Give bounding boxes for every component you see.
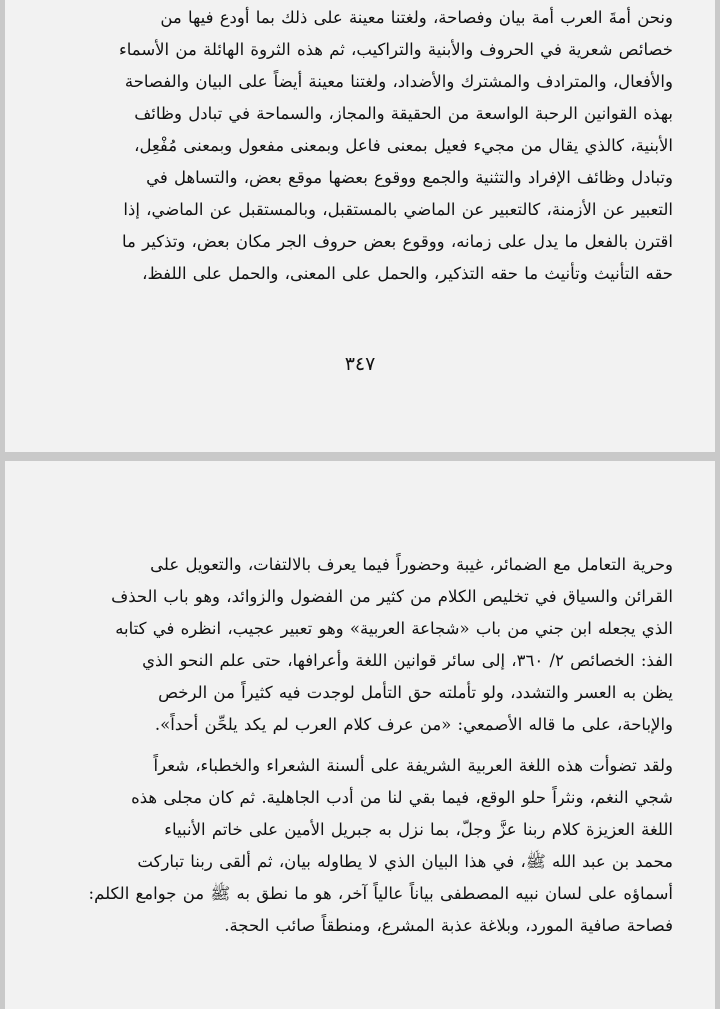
text-line: التعبير عن الأزمنة، كالتعبير عن الماضي بالمستقبل، وبالمستقبل عن الماضي، إذا: [123, 200, 673, 219]
text-line: الذي يجعله ابن جني من باب «شجاعة العربية» وهو تعبير عجيب، انظره في كتابه: [115, 619, 673, 638]
text-line: والإباحة، على ما قاله الأصمعي: «من عرف كلام العرب لم يكد يلحِّن أحداً».: [154, 715, 673, 734]
text-line: القرائن والسياق في تخليص الكلام من كثير من الفضول والزوائد، وهو باب الحذف: [111, 587, 673, 606]
text-line: حقه التأنيث وتأنيث ما حقه التذكير، والحمل على المعنى، والحمل على اللفظ،: [142, 264, 673, 283]
paragraph-2: [50, 750, 673, 942]
upper-book-page: [5, 0, 715, 452]
text-line: الفذ: الخصائص ٢/ ٣٦٠، إلى سائر قوانين اللغة وأعرافها، حتى علم النحو الذي: [142, 651, 673, 670]
upper-page-paragraph: [50, 2, 673, 290]
text-line: ولقد تضوأت هذه اللغة العربية الشريفة على ألسنة الشعراء والخطباء، شعراً: [153, 756, 673, 775]
paragraph-1: [50, 549, 673, 741]
text-line: محمد بن عبد الله ﷺ، في هذا البيان الذي لا يطاوله بيان، ثم ألقى ربنا تباركت: [137, 852, 673, 871]
text-line: شجي النغم، ونثراً حلو الوقع، فيما بقي لنا من أدب الجاهلية. ثم كان مجلى هذه: [131, 788, 673, 807]
lower-book-page: [5, 461, 715, 1009]
lower-page-text: [50, 549, 673, 942]
text-line: أسماؤه على لسان نبيه المصطفى بياناً عالياً آخر، هو ما نطق به ﷺ من جوامع الكلم:: [88, 884, 673, 903]
text-line: يظن به العسر والتشدد، ولو تأملته حق التأمل لوجدت فيه كثيراً من الرخص: [158, 683, 673, 702]
text-line: خصائص شعرية في الحروف والأبنية والتراكيب، ثم هذه الثروة الهائلة من الأسماء: [119, 40, 673, 59]
text-line: وتبادل وظائف الإفراد والتثنية والجمع ووقوع بعضها موقع بعض، والتساهل في: [146, 168, 673, 187]
text-line: الأبنية، كالذي يقال من مجيء فعيل بمعنى فاعل وبمعنى مفعول وبمعنى مُفْعِل،: [134, 136, 673, 155]
text-line: وحرية التعامل مع الضمائر، غيبة وحضوراً فيما يعرف بالالتفات، والتعويل على: [150, 555, 673, 574]
text-line: اللغة العزيزة كلام ربنا عزَّ وجلّ، بما نزل به جبريل الأمين على خاتم الأنبياء: [164, 820, 673, 839]
text-line: بهذه القوانين الرحبة الواسعة من الحقيقة والمجاز، والسماحة في تبادل وظائف: [134, 104, 673, 123]
text-line: والأفعال، والمترادف والمشترك والأضداد، ولغتنا معينة أيضاً على البيان والفصاحة: [124, 72, 673, 91]
text-line: ونحن أمةَ العرب أمة بيان وفصاحة، ولغتنا معينة على ذلك بما أودع فيها من: [160, 8, 673, 27]
paragraph-spacer: [50, 741, 673, 750]
text-line: فصاحة صافية المورد، وبلاغة عذبة المشرع، ومنطقاً صائب الحجة.: [224, 916, 673, 935]
text-line: اقترن بالفعل ما يدل على زمانه، ووقوع بعض حروف الجر مكان بعض، وتذكير ما: [122, 232, 673, 251]
page-number: ٣٤٧: [344, 353, 376, 375]
